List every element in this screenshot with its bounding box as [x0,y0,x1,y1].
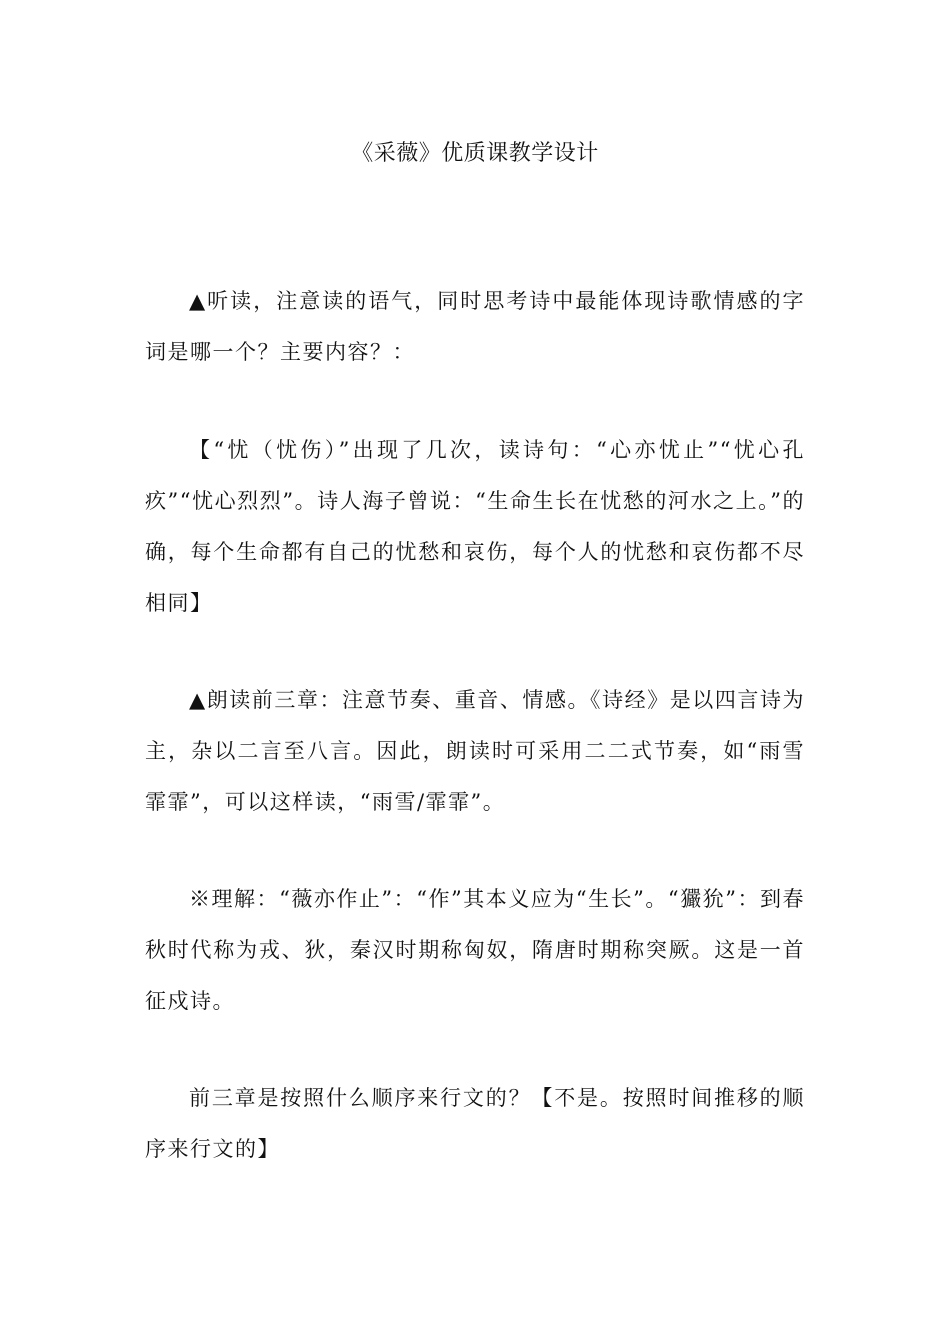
paragraph-listen-reading: ▲听读，注意读的语气，同时思考诗中最能体现诗歌情感的字词是哪一个？主要内容？： [145,289,805,364]
paragraph-sequence-question: 前三章是按照什么顺序来行文的？【不是。按照时间推移的顺序来行文的】 [145,1086,805,1161]
paragraph-rhythm-reading: ▲朗读前三章：注意节奏、重音、情感。《诗经》是以四言诗为主，杂以二言至八言。因此，朗读时可采用二二式节奏，如“雨雪霏霏”，可以这样读，“雨雪/霏霏”。 [145,688,805,814]
document-title: 《采薇》优质课教学设计 [351,141,599,166]
paragraph-worry-answer: 【“忧（忧伤）”出现了几次，读诗句：“心亦忧止”“忧心孔疚”“忧心烈烈”。诗人海子曾说：“生命生长在忧愁的河水之上。”的确，每个生命都有自己的忧愁和哀伤，每个人的忧愁和哀伤都不尽相同】 [145,438,805,615]
paragraph-understanding: ※理解：“薇亦作止”：“作”其本义应为“生长”。“玁狁”：到春秋时代称为戎、狄，秦汉时期称匈奴，隋唐时期称突厥。这是一首征戍诗。 [145,887,805,1013]
